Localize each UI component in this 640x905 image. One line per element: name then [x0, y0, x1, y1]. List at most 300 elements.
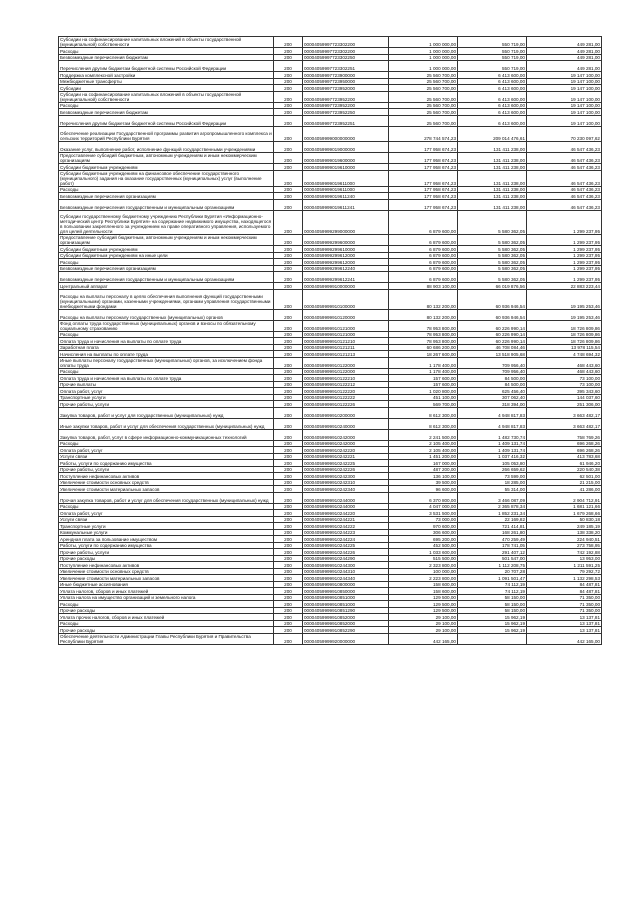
approved-amount-cell: 25 560 700,00 — [389, 115, 458, 126]
expense-name-cell: Расходы — [59, 503, 274, 510]
executed-amount-cell: 60 226 990,14 — [458, 331, 527, 338]
unexecuted-amount-cell: 19 147 100,00 — [527, 78, 602, 85]
approved-amount-cell: 78 953 800,00 — [389, 320, 458, 331]
executed-amount-cell: 6 413 600,00 — [458, 85, 527, 92]
table-row — [59, 199, 602, 210]
line-code-cell: 200 — [274, 453, 303, 460]
budget-classification-code-cell: 00004059999019611000 — [303, 186, 389, 193]
unexecuted-amount-cell: 79 292,72 — [527, 568, 602, 575]
executed-amount-cell: 84 500,00 — [458, 381, 527, 388]
expense-name-cell: Субсидии бюджетным учреждениям — [59, 164, 274, 171]
table-row — [59, 418, 602, 429]
approved-amount-cell: 73 000,00 — [389, 516, 458, 523]
expense-name-cell: Иные выплаты персоналу государственных (муниципальных) органов, за исключением фонда оплаты труда — [59, 357, 274, 368]
executed-amount-cell: 74 112,19 — [458, 581, 527, 588]
budget-classification-code-cell: 00004059999910852000 — [303, 614, 389, 621]
approved-amount-cell: 8 612 300,00 — [389, 407, 458, 418]
unexecuted-amount-cell: 50 830,18 — [527, 516, 602, 523]
line-code-cell: 200 — [274, 309, 303, 320]
executed-amount-cell: 209 014 476,61 — [458, 126, 527, 142]
approved-amount-cell: 442 165,00 — [389, 633, 458, 644]
expense-name-cell: Обеспечение реализации Государственной программы развития агропромышленного комплекса и сельских территорий Республики Бурятия — [59, 126, 274, 142]
budget-classification-code-cell: 00004059999910120000 — [303, 309, 389, 320]
budget-classification-code-cell: 00004059999910122212 — [303, 381, 389, 388]
approved-amount-cell: 96 600,00 — [389, 486, 458, 493]
line-code-cell: 200 — [274, 549, 303, 556]
budget-classification-code-cell: 00004059999019000000 — [303, 142, 389, 153]
executed-amount-cell: 55 314,00 — [458, 486, 527, 493]
table-row — [59, 320, 602, 331]
unexecuted-amount-cell: 413 783,68 — [527, 453, 602, 460]
line-code-cell: 200 — [274, 473, 303, 480]
expense-name-cell: Предоставление субсидий бюджетным, автономным учреждениям и иным некоммерческим организациям — [59, 153, 274, 164]
executed-amount-cell: 3 466 087,09 — [458, 492, 527, 503]
unexecuted-amount-cell: 1 132 298,53 — [527, 575, 602, 582]
approved-amount-cell: 1 178 400,00 — [389, 357, 458, 368]
budget-classification-code-cell: 00004059999910242226 — [303, 466, 389, 473]
executed-amount-cell: 501 547,00 — [458, 555, 527, 562]
executed-amount-cell: 131 411 238,00 — [458, 193, 527, 200]
executed-amount-cell: 2 365 878,34 — [458, 503, 527, 510]
approved-amount-cell: 25 560 700,00 — [389, 85, 458, 92]
unexecuted-amount-cell: 468 443,60 — [527, 368, 602, 375]
table-row — [59, 153, 602, 164]
approved-amount-cell: 136 100,00 — [389, 473, 458, 480]
executed-amount-cell: 131 411 238,00 — [458, 186, 527, 193]
table-row — [59, 479, 602, 486]
unexecuted-amount-cell: 4 748 694,32 — [527, 351, 602, 358]
expense-name-cell: Увеличение стоимости основных средств — [59, 568, 274, 575]
expense-name-cell: Иные закупки товаров, работ и услуг для обеспечения государственных (муниципальных) нужд — [59, 418, 274, 429]
budget-classification-code-cell: 00004059999910122000 — [303, 357, 389, 368]
approved-amount-cell: 25 560 700,00 — [389, 91, 458, 102]
table-row — [59, 633, 602, 644]
expense-name-cell: Уплата налога на имущество организаций и земельного налога — [59, 594, 274, 601]
executed-amount-cell: 6 413 600,00 — [458, 91, 527, 102]
line-code-cell: 200 — [274, 516, 303, 523]
expense-name-cell: Заработная плата — [59, 344, 274, 351]
line-code-cell: 200 — [274, 394, 303, 401]
line-code-cell: 200 — [274, 153, 303, 164]
executed-amount-cell: 5 580 362,05 — [458, 265, 527, 272]
expense-name-cell: Межбюджетные трансферты — [59, 78, 274, 85]
expense-name-cell: Прочие выплаты — [59, 381, 274, 388]
expense-name-cell: Увеличение стоимости материальных запасов — [59, 575, 274, 582]
budget-classification-code-cell: 00004059999910121213 — [303, 351, 389, 358]
line-code-cell: 200 — [274, 85, 303, 92]
approved-amount-cell: 177 958 674,23 — [389, 199, 458, 210]
executed-amount-cell: 1 409 131,74 — [458, 447, 527, 454]
approved-amount-cell: 6 879 600,00 — [389, 246, 458, 253]
line-code-cell: 200 — [274, 588, 303, 595]
budget-classification-code-cell: 00004059997723302250 — [303, 54, 389, 61]
unexecuted-amount-cell: 468 443,60 — [527, 357, 602, 368]
executed-amount-cell: 318 394,00 — [458, 401, 527, 408]
line-code-cell: 200 — [274, 199, 303, 210]
approved-amount-cell: 2 241 500,00 — [389, 429, 458, 440]
approved-amount-cell: 78 953 800,00 — [389, 338, 458, 345]
table-row — [59, 588, 602, 595]
line-code-cell: 200 — [274, 331, 303, 338]
expense-name-cell: Субсидии на софинансирование капитальных вложений в объекты государственной (муниципальной) собственности — [59, 91, 274, 102]
expense-name-cell: Расходы — [59, 368, 274, 375]
expense-name-cell: Услуги связи — [59, 516, 274, 523]
expense-name-cell: Оказание услуг, выполнение работ, исполнение функций государственными учреждениями — [59, 142, 274, 153]
budget-classification-code-cell: 00004059999910242340 — [303, 486, 389, 493]
approved-amount-cell: 167 000,00 — [389, 460, 458, 467]
table-row — [59, 252, 602, 259]
expense-name-cell: Центральный аппарат — [59, 283, 274, 290]
budget-classification-code-cell: 00004059999910244300 — [303, 562, 389, 569]
expense-name-cell: Прочие работы, услуги — [59, 401, 274, 408]
approved-amount-cell: 177 958 674,23 — [389, 142, 458, 153]
unexecuted-amount-cell: 138 338,20 — [527, 529, 602, 536]
approved-amount-cell: 6 879 600,00 — [389, 210, 458, 235]
line-code-cell: 200 — [274, 581, 303, 588]
expense-name-cell: Расходы — [59, 620, 274, 627]
expense-name-cell: Субсидии бюджетным учреждениям — [59, 246, 274, 253]
unexecuted-amount-cell: 46 547 436,23 — [527, 193, 602, 200]
budget-execution-table — [58, 36, 602, 645]
unexecuted-amount-cell: 1 299 237,95 — [527, 235, 602, 246]
unexecuted-amount-cell: 73 100,00 — [527, 381, 602, 388]
budget-classification-code-cell: 00004059999910244290 — [303, 555, 389, 562]
expense-name-cell: Транспортные услуги — [59, 523, 274, 530]
executed-amount-cell: 15 962,19 — [458, 620, 527, 627]
expense-name-cell: Расходы на выплаты персоналу государственных (муниципальных) органов — [59, 309, 274, 320]
unexecuted-amount-cell: 46 547 436,23 — [527, 153, 602, 164]
unexecuted-amount-cell: 224 940,51 — [527, 536, 602, 543]
line-code-cell: 200 — [274, 568, 303, 575]
table-row — [59, 54, 602, 61]
unexecuted-amount-cell: 19 147 100,00 — [527, 115, 602, 126]
budget-classification-code-cell: 00004059997723302200 — [303, 48, 389, 55]
approved-amount-cell: 80 132 200,00 — [389, 289, 458, 309]
approved-amount-cell: 25 560 700,00 — [389, 72, 458, 79]
table-row — [59, 37, 602, 48]
table-row — [59, 375, 602, 382]
line-code-cell: 200 — [274, 466, 303, 473]
expense-name-cell: Иные бюджетные ассигнования — [59, 581, 274, 588]
unexecuted-amount-cell: 1 299 237,95 — [527, 265, 602, 272]
expense-name-cell: Начисления на выплаты по оплате труда — [59, 351, 274, 358]
unexecuted-amount-cell: 46 547 436,23 — [527, 199, 602, 210]
unexecuted-amount-cell: 220 540,38 — [527, 466, 602, 473]
table-row — [59, 309, 602, 320]
executed-amount-cell: 131 411 238,00 — [458, 199, 527, 210]
expense-name-cell: Субсидии бюджетным учреждениям на иные цели — [59, 252, 274, 259]
table-row — [59, 594, 602, 601]
line-code-cell: 200 — [274, 109, 303, 116]
approved-amount-cell: 2 323 800,00 — [389, 562, 458, 569]
approved-amount-cell: 25 560 700,00 — [389, 102, 458, 109]
unexecuted-amount-cell: 1 299 237,95 — [527, 246, 602, 253]
line-code-cell: 200 — [274, 388, 303, 395]
approved-amount-cell: 6 879 600,00 — [389, 265, 458, 272]
expense-name-cell: Поддержка комплексной застройки — [59, 72, 274, 79]
executed-amount-cell: 5 580 362,05 — [458, 259, 527, 266]
executed-amount-cell: 6 413 600,00 — [458, 78, 527, 85]
table-row — [59, 568, 602, 575]
expense-name-cell: Фонд оплаты труда государственных (муниципальных) органов и взносы по обязательному социальному страхованию — [59, 320, 274, 331]
line-code-cell: 200 — [274, 115, 303, 126]
expense-name-cell: Безвозмездные перечисления организациям — [59, 193, 274, 200]
unexecuted-amount-cell: 251 306,00 — [527, 401, 602, 408]
executed-amount-cell: 5 580 362,05 — [458, 210, 527, 235]
unexecuted-amount-cell: 13 978 115,54 — [527, 344, 602, 351]
budget-classification-code-cell: 00004059999910244000 — [303, 503, 389, 510]
line-code-cell: 200 — [274, 186, 303, 193]
line-code-cell: 200 — [274, 102, 303, 109]
approved-amount-cell: 80 132 200,00 — [389, 309, 458, 320]
unexecuted-amount-cell: 1 299 237,95 — [527, 252, 602, 259]
approved-amount-cell: 569 700,00 — [389, 401, 458, 408]
budget-classification-code-cell: 00004059999019611000 — [303, 170, 389, 186]
approved-amount-cell: 2 105 400,00 — [389, 447, 458, 454]
budget-classification-code-cell: 00004059999910200000 — [303, 407, 389, 418]
line-code-cell: 200 — [274, 142, 303, 153]
unexecuted-amount-cell: 13 953,00 — [527, 555, 602, 562]
table-row — [59, 429, 602, 440]
executed-amount-cell: 60 936 946,54 — [458, 309, 527, 320]
unexecuted-amount-cell: 449 281,00 — [527, 61, 602, 72]
expense-name-cell: Оплата труда и начисления на выплаты по оплате труда — [59, 338, 274, 345]
budget-classification-code-cell: 00004059999299000000 — [303, 210, 389, 235]
expense-name-cell: Расходы — [59, 331, 274, 338]
line-code-cell: 200 — [274, 536, 303, 543]
unexecuted-amount-cell: 61 946,20 — [527, 460, 602, 467]
budget-classification-code-cell: 00004059999910244221 — [303, 516, 389, 523]
line-code-cell: 200 — [274, 193, 303, 200]
unexecuted-amount-cell: 2 904 712,91 — [527, 492, 602, 503]
approved-amount-cell: 6 879 600,00 — [389, 252, 458, 259]
line-code-cell: 200 — [274, 486, 303, 493]
budget-classification-code-cell: 00004059999910000000 — [303, 283, 389, 290]
expense-name-cell: Работы, услуги по содержанию имущества — [59, 460, 274, 467]
line-code-cell: 200 — [274, 283, 303, 290]
table-row — [59, 357, 602, 368]
executed-amount-cell: 307 062,40 — [458, 394, 527, 401]
budget-classification-code-cell: 00004059999910240000 — [303, 418, 389, 429]
budget-classification-code-cell: 00004059999910121000 — [303, 331, 389, 338]
budget-classification-code-cell: 00004059999910850000 — [303, 588, 389, 595]
line-code-cell: 200 — [274, 259, 303, 266]
budget-classification-code-cell: 00004059997723952200 — [303, 102, 389, 109]
approved-amount-cell: 1 033 600,00 — [389, 549, 458, 556]
table-row — [59, 115, 602, 126]
budget-classification-code-cell: 00004059999910244340 — [303, 575, 389, 582]
executed-amount-cell: 1 037 416,32 — [458, 453, 527, 460]
unexecuted-amount-cell: 71 350,00 — [527, 601, 602, 608]
unexecuted-amount-cell: 144 037,60 — [527, 394, 602, 401]
expense-name-cell: Прочая закупка товаров, работ и услуг для обеспечения государственных (муниципальных) нужд — [59, 492, 274, 503]
approved-amount-cell: 25 560 700,00 — [389, 109, 458, 116]
unexecuted-amount-cell: 22 883 223,44 — [527, 283, 602, 290]
budget-classification-code-cell: 00004059997723952251 — [303, 115, 389, 126]
line-code-cell: 200 — [274, 54, 303, 61]
approved-amount-cell: 60 686 200,00 — [389, 344, 458, 351]
line-code-cell: 200 — [274, 61, 303, 72]
budget-classification-code-cell: 00004059997723952200 — [303, 91, 389, 102]
unexecuted-amount-cell: 696 268,26 — [527, 447, 602, 454]
approved-amount-cell: 29 100,00 — [389, 627, 458, 634]
budget-classification-code-cell: 00004059999910122000 — [303, 368, 389, 375]
budget-classification-code-cell: 00004059999910122226 — [303, 401, 389, 408]
line-code-cell: 200 — [274, 633, 303, 644]
budget-classification-code-cell: 00004059999910242300 — [303, 473, 389, 480]
line-code-cell: 200 — [274, 401, 303, 408]
unexecuted-amount-cell: 742 192,88 — [527, 549, 602, 556]
budget-classification-code-cell: 00004059999019611241 — [303, 199, 389, 210]
budget-classification-code-cell: 00004059999910242221 — [303, 453, 389, 460]
expense-name-cell: Безвозмездные перечисления государственным и муниципальным организациям — [59, 272, 274, 283]
executed-amount-cell: 6 413 600,00 — [458, 115, 527, 126]
executed-amount-cell: 60 226 990,14 — [458, 320, 527, 331]
line-code-cell: 200 — [274, 375, 303, 382]
approved-amount-cell: 6 879 600,00 — [389, 259, 458, 266]
table-row — [59, 126, 602, 142]
executed-amount-cell — [458, 633, 527, 644]
expense-name-cell: Арендная плата за пользование имуществом — [59, 536, 274, 543]
approved-amount-cell: 18 267 600,00 — [389, 351, 458, 358]
approved-amount-cell: 157 600,00 — [389, 375, 458, 382]
budget-classification-code-cell: 00004059999910242310 — [303, 479, 389, 486]
approved-amount-cell: 29 100,00 — [389, 620, 458, 627]
line-code-cell: 200 — [274, 252, 303, 259]
approved-amount-cell: 2 105 400,00 — [389, 440, 458, 447]
line-code-cell: 200 — [274, 48, 303, 55]
budget-classification-code-cell: 00004059999000000000 — [303, 126, 389, 142]
executed-amount-cell: 6 413 600,00 — [458, 72, 527, 79]
budget-classification-code-cell: 00004059999910122220 — [303, 388, 389, 395]
unexecuted-amount-cell: 62 501,00 — [527, 473, 602, 480]
unexecuted-amount-cell: 1 681 121,66 — [527, 503, 602, 510]
expense-name-cell: Поступление нефинансовых активов — [59, 562, 274, 569]
unexecuted-amount-cell: 18 726 809,86 — [527, 331, 602, 338]
table-row — [59, 272, 602, 283]
expense-name-cell: Прочие расходы — [59, 627, 274, 634]
table-row — [59, 61, 602, 72]
line-code-cell: 200 — [274, 510, 303, 517]
budget-classification-code-cell: 00004059997723302251 — [303, 61, 389, 72]
expense-name-cell: Прочие расходы — [59, 607, 274, 614]
unexecuted-amount-cell: 84 487,81 — [527, 588, 602, 595]
executed-amount-cell: 131 411 238,00 — [458, 142, 527, 153]
unexecuted-amount-cell: 21 215,00 — [527, 479, 602, 486]
approved-amount-cell: 1 000 000,00 — [389, 48, 458, 55]
table-row — [59, 407, 602, 418]
executed-amount-cell: 60 226 990,14 — [458, 338, 527, 345]
executed-amount-cell: 6 413 600,00 — [458, 102, 527, 109]
line-code-cell: 200 — [274, 91, 303, 102]
expense-name-cell: Расходы — [59, 440, 274, 447]
unexecuted-amount-cell: 46 547 436,23 — [527, 170, 602, 186]
budget-classification-code-cell: 00004059999910851000 — [303, 601, 389, 608]
line-code-cell: 200 — [274, 607, 303, 614]
line-code-cell: 200 — [274, 542, 303, 549]
unexecuted-amount-cell: 71 350,00 — [527, 607, 602, 614]
expense-name-cell: Оплата работ, услуг — [59, 447, 274, 454]
line-code-cell: 200 — [274, 555, 303, 562]
line-code-cell: 200 — [274, 289, 303, 309]
expense-name-cell: Закупка товаров, работ, услуг в сфере информационно-коммуникационных технологий — [59, 429, 274, 440]
expense-name-cell: Расходы — [59, 601, 274, 608]
approved-amount-cell: 39 500,00 — [389, 479, 458, 486]
unexecuted-amount-cell: 19 147 100,00 — [527, 102, 602, 109]
unexecuted-amount-cell: 19 147 100,00 — [527, 85, 602, 92]
approved-amount-cell: 970 600,00 — [389, 523, 458, 530]
executed-amount-cell: 131 411 238,00 — [458, 153, 527, 164]
approved-amount-cell: 515 500,00 — [389, 555, 458, 562]
executed-amount-cell: 1 112 208,75 — [458, 562, 527, 569]
approved-amount-cell: 306 600,00 — [389, 529, 458, 536]
executed-amount-cell: 74 112,19 — [458, 588, 527, 595]
line-code-cell: 200 — [274, 381, 303, 388]
executed-amount-cell: 22 169,82 — [458, 516, 527, 523]
approved-amount-cell: 177 958 674,23 — [389, 153, 458, 164]
executed-amount-cell: 550 719,00 — [458, 48, 527, 55]
unexecuted-amount-cell: 19 147 100,00 — [527, 72, 602, 79]
line-code-cell: 200 — [274, 418, 303, 429]
line-code-cell: 200 — [274, 246, 303, 253]
executed-amount-cell: 15 962,19 — [458, 627, 527, 634]
expense-name-cell: Расходы на выплаты персоналу в целях обеспечения выполнения функций государственными (муниципальными) органами, казенными учреждениями, органами управления государственными внебюджетными фондами — [59, 289, 274, 309]
table-row — [59, 614, 602, 621]
unexecuted-amount-cell: 395 343,60 — [527, 388, 602, 395]
expense-name-cell: Субсидии на софинансирование капитальных вложений в объекты государственной (муниципальной) собственности — [59, 37, 274, 48]
expense-name-cell: Уплата прочих налогов, сборов и иных платежей — [59, 614, 274, 621]
line-code-cell: 200 — [274, 562, 303, 569]
table-row — [59, 486, 602, 493]
line-code-cell: 200 — [274, 529, 303, 536]
approved-amount-cell: 1 000 000,00 — [389, 54, 458, 61]
unexecuted-amount-cell: 19 195 253,46 — [527, 309, 602, 320]
unexecuted-amount-cell: 1 211 591,25 — [527, 562, 602, 569]
budget-classification-code-cell: 00004059999299612000 — [303, 252, 389, 259]
unexecuted-amount-cell: 18 726 809,86 — [527, 338, 602, 345]
budget-classification-code-cell: 00004059997723952000 — [303, 85, 389, 92]
expense-name-cell: Безвозмездные перечисления государственным и муниципальным организациям — [59, 199, 274, 210]
approved-amount-cell: 1 178 400,00 — [389, 368, 458, 375]
unexecuted-amount-cell: 46 547 436,23 — [527, 186, 602, 193]
unexecuted-amount-cell: 70 230 097,62 — [527, 126, 602, 142]
line-code-cell: 200 — [274, 575, 303, 582]
executed-amount-cell: 15 962,19 — [458, 614, 527, 621]
table-row — [59, 460, 602, 467]
executed-amount-cell: 5 580 362,05 — [458, 272, 527, 283]
line-code-cell: 200 — [274, 37, 303, 48]
approved-amount-cell: 4 047 000,00 — [389, 503, 458, 510]
line-code-cell: 200 — [274, 492, 303, 503]
budget-classification-code-cell: 00004059999910244223 — [303, 529, 389, 536]
line-code-cell: 200 — [274, 460, 303, 467]
expense-name-cell: Безвозмездные перечисления организациям — [59, 265, 274, 272]
approved-amount-cell: 177 958 674,23 — [389, 170, 458, 186]
expense-name-cell: Субсидии бюджетным учреждениям на финансовое обеспечение государственного (муниципального) задания на оказание государственных (муниципальных) услуг (выполнение работ) — [59, 170, 274, 186]
executed-amount-cell: 1 482 730,74 — [458, 429, 527, 440]
executed-amount-cell: 60 936 946,54 — [458, 289, 527, 309]
budget-classification-code-cell: 00004059999299600000 — [303, 235, 389, 246]
line-code-cell: 200 — [274, 78, 303, 85]
unexecuted-amount-cell: 249 185,19 — [527, 523, 602, 530]
expense-name-cell: Закупка товаров, работ и услуг для государственных (муниципальных) нужд — [59, 407, 274, 418]
expense-name-cell: Прочие расходы — [59, 555, 274, 562]
executed-amount-cell: 18 285,00 — [458, 479, 527, 486]
budget-classification-code-cell: 00004059999910121000 — [303, 320, 389, 331]
expense-name-cell: Увеличение стоимости материальных запасов — [59, 486, 274, 493]
approved-amount-cell: 278 744 574,23 — [389, 126, 458, 142]
line-code-cell: 200 — [274, 72, 303, 79]
